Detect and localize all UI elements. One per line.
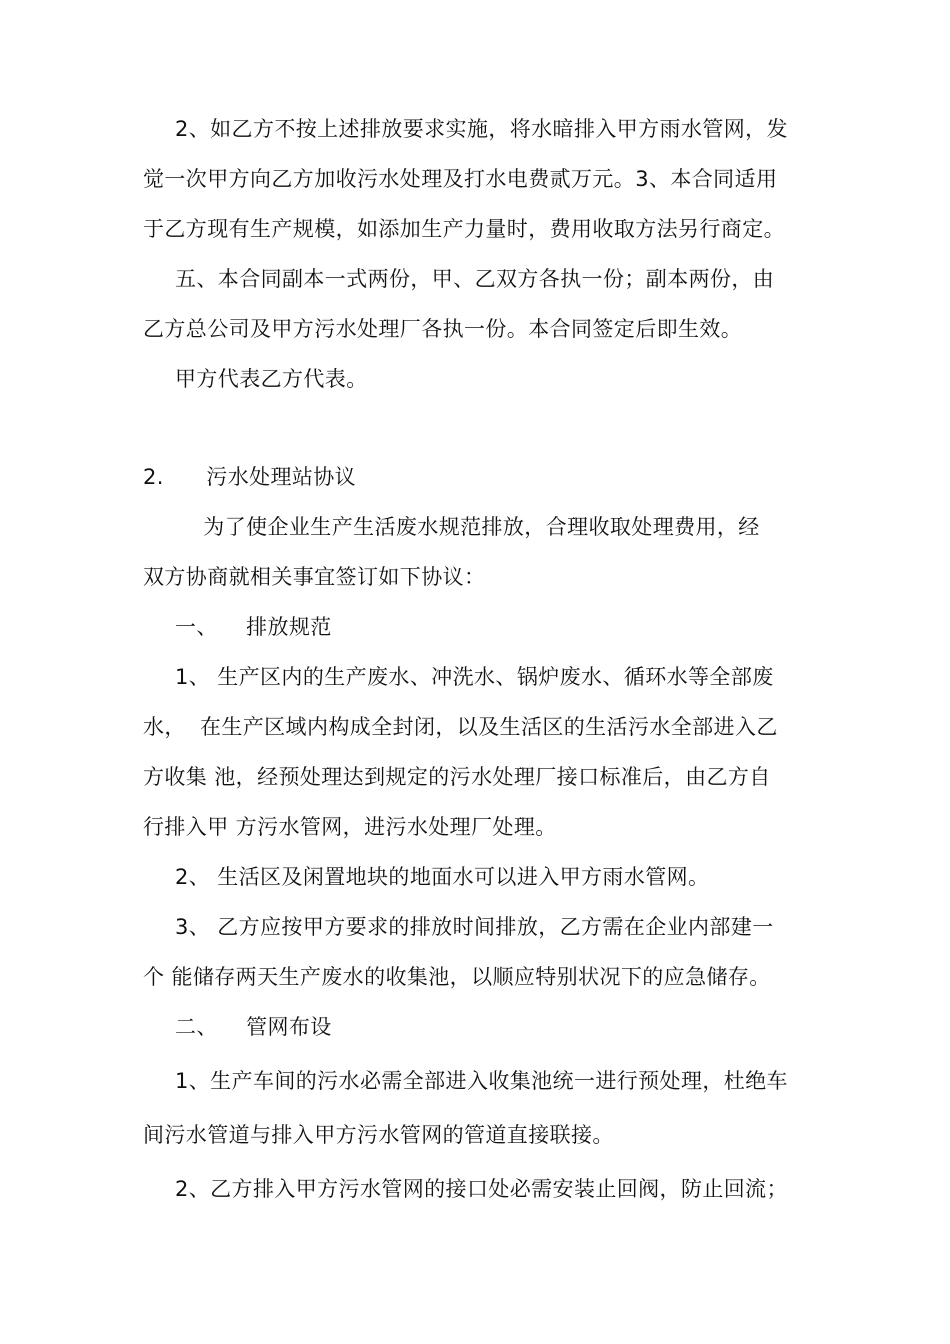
text-line: 于乙方现有生产规模，如添加生产力量时，费用收取方法另行商定。 xyxy=(143,217,785,241)
text-line: 1、 生产区内的生产废水、冲洗水、锅炉废水、循环水等全部废 xyxy=(175,665,774,689)
text-line: 行排入甲 方污水管网，进污水处理厂处理。 xyxy=(143,815,557,839)
text-line: 间污水管道与排入甲方污水管网的管道直接联接。 xyxy=(143,1123,614,1147)
text-line: 五、本合同副本一式两份，甲、乙双方各执一份；副本两份，由 xyxy=(175,267,775,291)
text-line: 水， 在生产区域内构成全封闭，以及生活区的生活污水全部进入乙 xyxy=(143,715,778,739)
text-line: 3、 乙方应按甲方要求的排放时间排放，乙方需在企业内部建一 xyxy=(175,915,774,939)
subsection-heading: 二、 管网布设 xyxy=(175,1015,332,1039)
text-line: 乙方总公司及甲方污水处理厂各执一份。本合同签定后即生效。 xyxy=(143,317,743,341)
section-heading: 2. 污水处理站协议 xyxy=(143,465,357,489)
text-line: 为了使企业生产生活废水规范排放，合理收取处理费用，经 xyxy=(175,515,760,539)
text-line: 方收集 池，经预处理达到规定的污水处理厂接口标准后，由乙方自 xyxy=(143,765,771,789)
text-line: 个 能储存两天生产废水的收集池，以顺应特别状况下的应急储存。 xyxy=(143,965,771,989)
text-line: 2、 生活区及闲置地块的地面水可以进入甲方雨水管网。 xyxy=(175,865,710,889)
text-line: 双方协商就相关事宜签订如下协议： xyxy=(143,565,486,589)
subsection-heading: 一、 排放规范 xyxy=(175,615,332,639)
text-line: 觉一次甲方向乙方加收污水处理及打水电费贰万元。3、本合同适用 xyxy=(143,167,778,191)
text-line: 甲方代表乙方代表。 xyxy=(175,367,368,391)
text-line: 1、生产车间的污水必需全部进入收集池统一进行预处理，杜绝车 xyxy=(175,1069,788,1093)
text-line: 2、乙方排入甲方污水管网的接口处必需安装止回阀，防止回流； xyxy=(175,1177,788,1201)
text-line: 2、如乙方不按上述排放要求实施，将水暗排入甲方雨水管网，发 xyxy=(175,117,788,141)
